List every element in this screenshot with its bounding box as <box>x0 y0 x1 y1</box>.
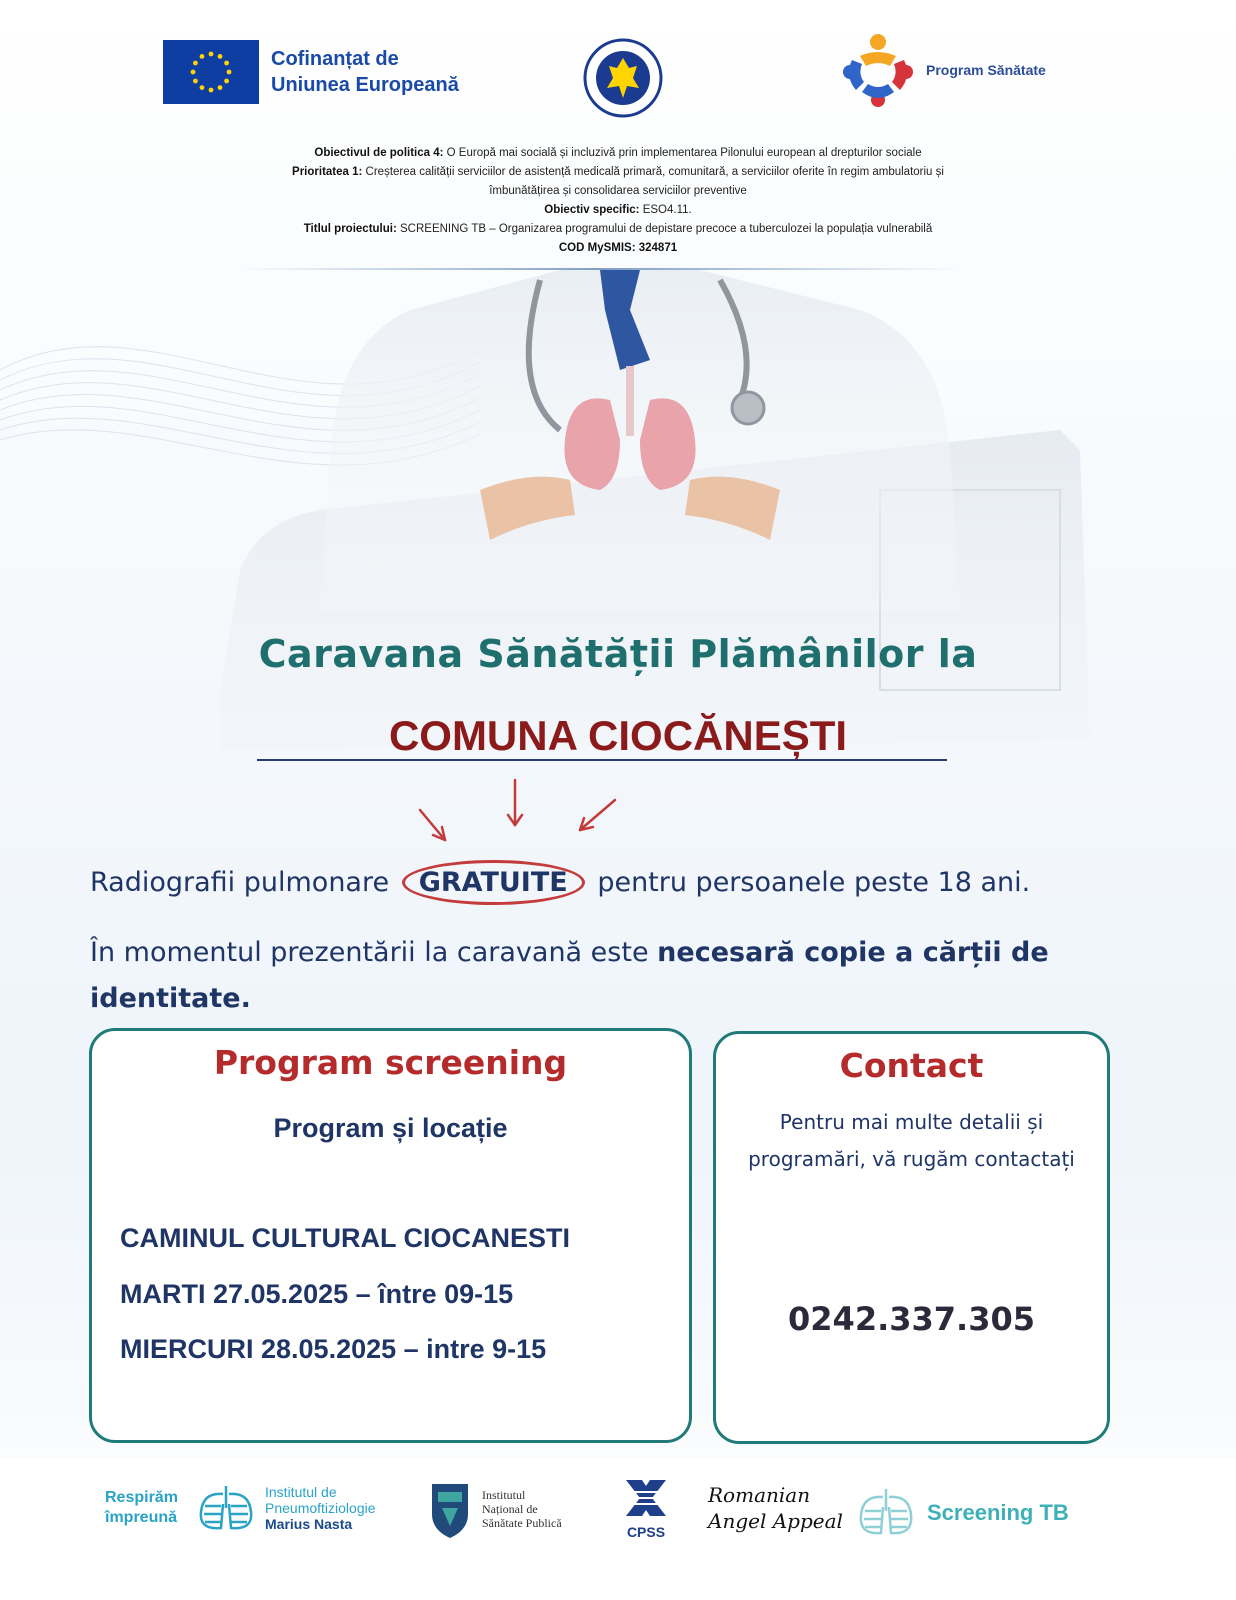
raa-text-line1: Romanian <box>708 1483 811 1507</box>
free-xray-pre: Radiografii pulmonare <box>90 867 390 898</box>
insp-logo <box>428 1478 562 1540</box>
contact-description <box>716 1104 1107 1178</box>
free-xray-line <box>90 860 1170 905</box>
lungs-icon <box>195 1482 257 1534</box>
raa-text-line2: Angel Appeal <box>708 1509 843 1533</box>
inst-text-line3: Marius Nasta <box>265 1516 353 1532</box>
cpss-logo <box>620 1478 672 1540</box>
program-location-subheading: Program și locație <box>273 1113 508 1143</box>
eu-cofinancing-logo <box>163 40 459 104</box>
objective-line-4: Obiectiv specific: ESO4.11. <box>544 204 692 216</box>
cpss-text: CPSS <box>626 1524 666 1540</box>
location-title: COMUNA CIOCĂNEȘTI <box>388 712 848 759</box>
schedule-day-1: MARTI 27.05.2025 – între 09-15 <box>120 1279 514 1309</box>
location-underline <box>257 759 947 761</box>
lungs-outline-icon <box>855 1485 917 1541</box>
eu-flag-icon <box>163 40 259 104</box>
objective-line-3: îmbunătățirea și consolidarea serviciilor preventive <box>489 185 747 197</box>
id-requirement-line <box>90 930 1150 1022</box>
eu-text-line1: Cofinanțat de <box>271 48 399 70</box>
marius-nasta-institute-logo <box>195 1482 376 1534</box>
caravan-title: Caravana Sănătății Plămânilor la <box>258 632 978 676</box>
program-sanatate-icon <box>838 30 918 110</box>
contact-heading: Contact <box>839 1046 984 1085</box>
cpss-icon <box>620 1478 672 1524</box>
arrows-pointing-icon <box>400 775 640 855</box>
eu-logo-text <box>271 46 459 98</box>
program-sanatate-text: Program Sănătate <box>926 62 1046 78</box>
objective-line-6: COD MySMIS: 324871 <box>558 242 678 254</box>
contact-desc-line2: programări, vă rugăm contactați <box>748 1147 1075 1171</box>
venue-name: CAMINUL CULTURAL CIOCANESTI <box>120 1223 570 1253</box>
project-objectives <box>150 144 1086 258</box>
program-screening-box <box>89 1028 692 1443</box>
screening-tb-text: Screening TB <box>927 1500 1069 1525</box>
insp-text-line1: Institutul <box>482 1488 526 1502</box>
respiram-impreuna-logo <box>105 1488 178 1528</box>
free-xray-post: pentru persoanele peste 18 ani. <box>597 867 1031 898</box>
id-requirement-bold: necesară copie a cărții de identitate. <box>90 937 1049 1014</box>
objective-line-1: Obiectivul de politica 4: O Europă mai socială și incluzivă prin implementarea Pilonului european al drepturilor sociale <box>314 147 922 159</box>
program-sanatate-logo <box>838 30 1046 110</box>
objective-line-5: Titlul proiectului: SCREENING TB – Organizarea programului de depistare precoce a tuberculozei la populația vulnerabilă <box>303 223 933 235</box>
inst-text-line1: Institutul de <box>265 1484 337 1500</box>
eu-text-line2: Uniunea Europeană <box>271 74 459 96</box>
contact-desc-line1: Pentru mai multe detalii și <box>779 1110 1044 1134</box>
inst-text-line2: Pneumoftiziologie <box>265 1500 376 1516</box>
objective-line-2: Prioritatea 1: Creșterea calității serviciilor de asistență medicală primară, comunitară, a serviciilor oferite în regim ambulatoriu și <box>292 166 944 178</box>
romanian-government-seal-icon <box>583 38 663 118</box>
doctor-holding-lungs-illustration <box>180 270 1100 750</box>
romanian-angel-appeal-logo <box>708 1482 843 1534</box>
insp-text-line2: Național de <box>482 1502 538 1516</box>
gratuite-highlight: GRATUITE <box>402 860 585 905</box>
contact-box <box>713 1031 1110 1444</box>
respiram-text-line2: împreună <box>105 1509 178 1526</box>
insp-text-line3: Sănătate Publică <box>482 1516 562 1530</box>
insp-shield-icon <box>428 1478 472 1540</box>
schedule-day-2: MIERCURI 28.05.2025 – intre 9-15 <box>120 1334 547 1364</box>
respiram-text-line1: Respirăm <box>105 1489 178 1506</box>
contact-phone[interactable]: 0242.337.305 <box>788 1300 1035 1338</box>
program-screening-heading: Program screening <box>213 1043 568 1082</box>
id-requirement-pre: În momentul prezentării la caravană este <box>90 937 658 968</box>
screening-tb-logo <box>855 1485 1069 1541</box>
